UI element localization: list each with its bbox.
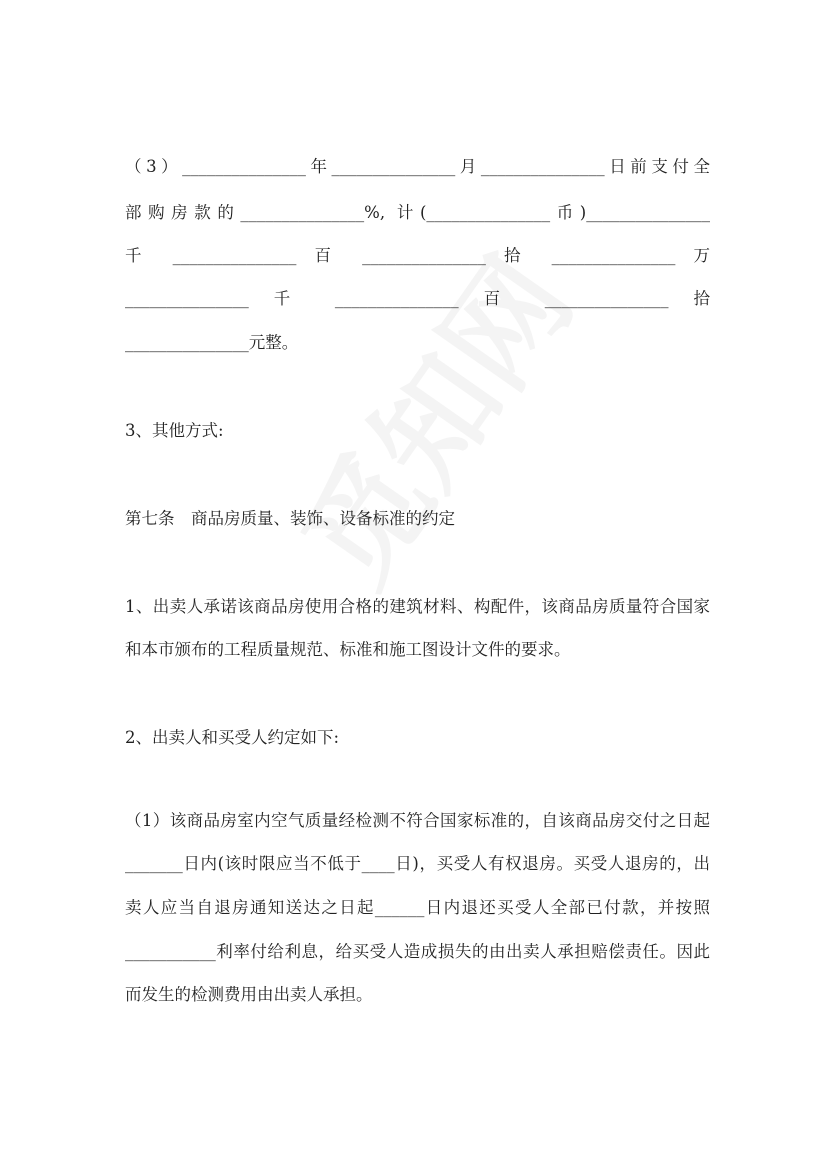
paragraph-line: _______________元整。	[125, 333, 299, 352]
paragraph-line: 卖人应当自退房通知送达之日起______日内退还买受人全部已付款，并按照	[125, 898, 710, 917]
watermark	[273, 1090, 387, 1170]
paragraph-line: 而发生的检测费用由出卖人承担。	[125, 985, 373, 1004]
paragraph-line: _______________ 千 _______________ 百 _______________ 拾	[125, 289, 710, 308]
paragraph-line: 1、出卖人承诺该商品房使用合格的建筑材料、构配件，该商品房质量符合国家	[125, 597, 710, 616]
paragraph: 3、其他方式:	[125, 421, 224, 440]
paragraph-line: _______日内(该时限应当不低于____日)，买受人有权退房。买受人退房的，出	[125, 854, 710, 873]
watermark	[256, 219, 603, 613]
paragraph-line: （1）该商品房室内空气质量经检测不符合国家标准的，自该商品房交付之日起	[125, 811, 710, 830]
paragraph-line: 和本市颁布的工程质量规范、标准和施工图设计文件的要求。	[125, 640, 571, 659]
paragraph: 2、出卖人和买受人约定如下:	[125, 728, 340, 747]
paragraph-line: （3）_______________年_______________月_______________日前支付全	[125, 157, 710, 176]
section-heading: 第七条 商品房质量、装饰、设备标准的约定	[125, 509, 455, 528]
paragraph-line: 千 _______________ 百 _______________ 拾 _______________ 万	[125, 246, 710, 265]
paragraph-line: ___________利率付给利息，给买受人造成损失的由出卖人承担赔偿责任。因此	[125, 942, 710, 961]
paragraph-line: 部购房款的_______________%, 计(_______________币)_______________	[125, 203, 710, 222]
